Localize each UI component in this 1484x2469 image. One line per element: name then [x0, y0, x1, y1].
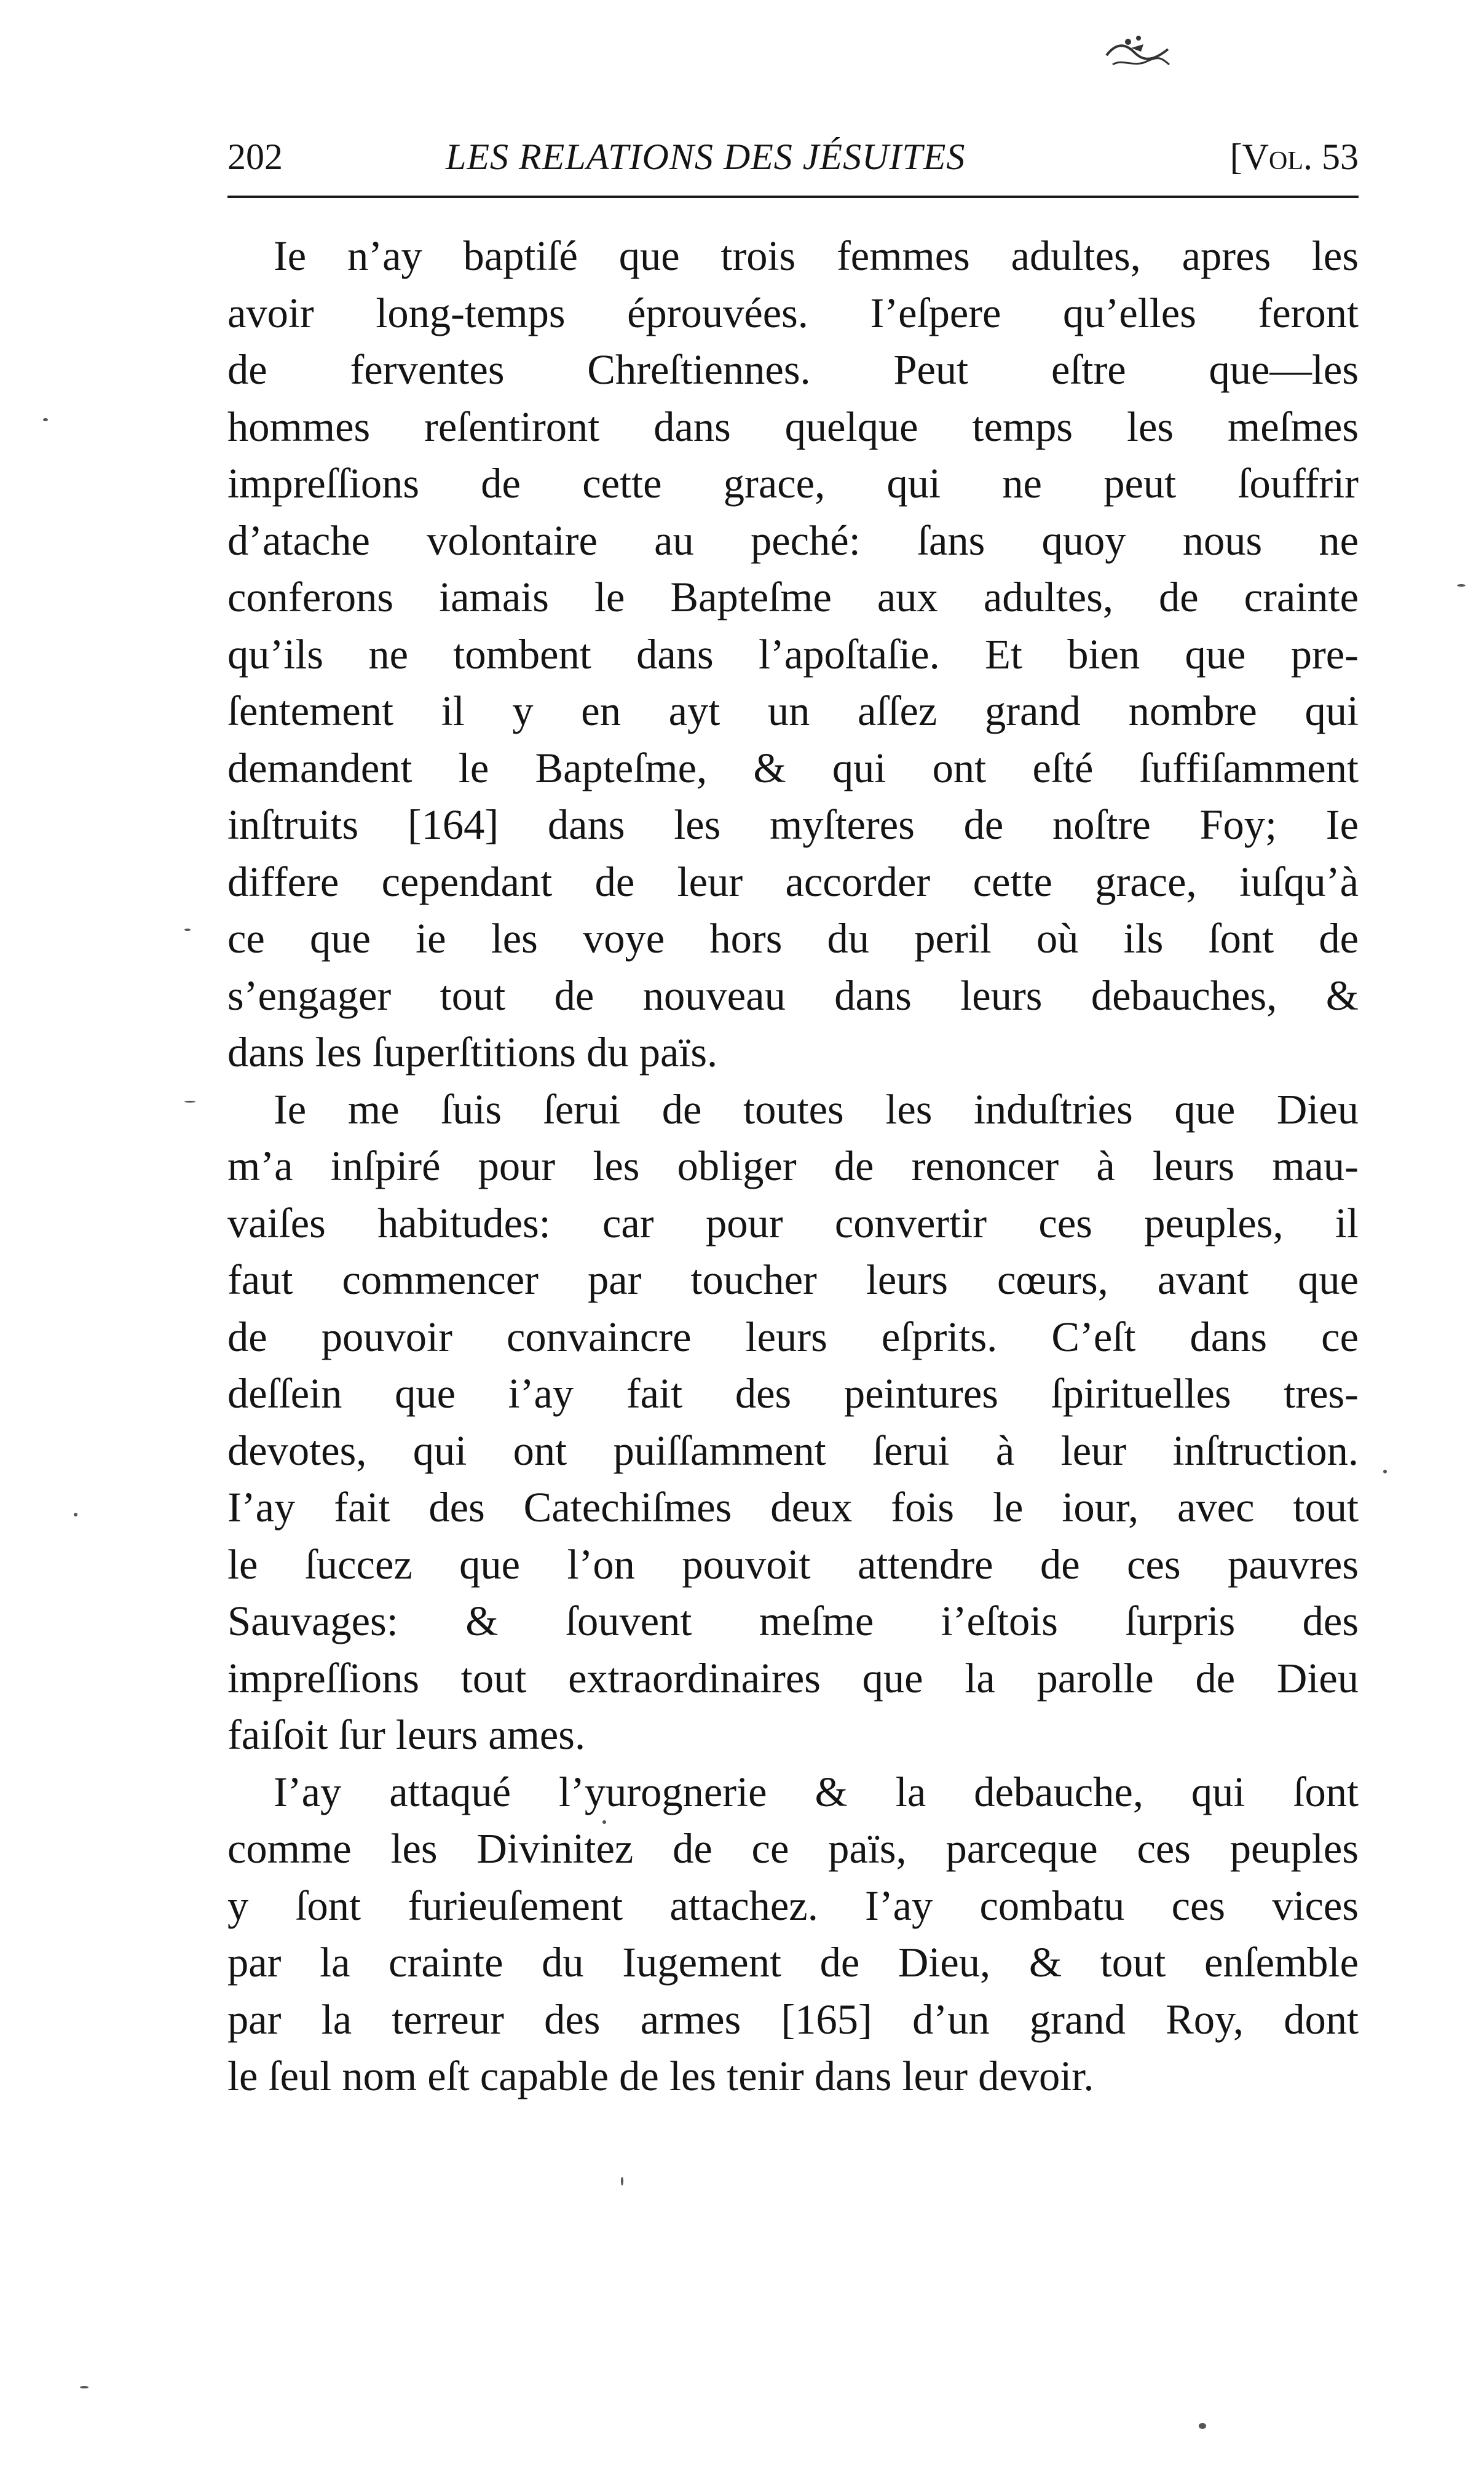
volume-label: [Vol. 53 [1229, 137, 1359, 177]
text-line: de pouvoir convaincre leurs eſprits. C’eſt dans ce [227, 1313, 1359, 1360]
scan-speck [74, 1513, 77, 1516]
scan-speck [1383, 1470, 1387, 1473]
scan-speck [43, 418, 48, 421]
scan-speck [80, 2386, 89, 2388]
paragraph [227, 228, 1359, 1081]
text-line: faiſoit ſur leurs ames. [227, 1711, 586, 1758]
text-line: devotes, qui ont puiſſamment ſerui à leur inſtruction. [227, 1427, 1359, 1474]
running-title: LES RELATIONS DES JÉSUITES [446, 137, 966, 177]
text-line: s’engager tout de nouveau dans leurs debauches, & [227, 972, 1359, 1019]
printer-ornament-icon [1100, 31, 1174, 74]
text-line: Ie me ſuis ſerui de toutes les induſtries que Dieu [274, 1085, 1359, 1133]
text-line: differe cependant de leur accorder cette grace, iuſqu’à [227, 858, 1359, 905]
text-line: faut commencer par toucher leurs cœurs, avant que [227, 1256, 1359, 1303]
text-line: I’ay fait des Catechiſmes deux fois le iour, avec tout [227, 1484, 1359, 1531]
body-text [227, 228, 1359, 2105]
text-line: avoir long-temps éprouvées. I’eſpere qu’elles feront [227, 289, 1359, 336]
scan-speck [1457, 584, 1466, 587]
text-line: inſtruits [164] dans les myſteres de noſtre Foy; Ie [227, 801, 1359, 848]
text-line: demandent le Bapteſme, & qui ont eſté ſuffiſamment [227, 744, 1359, 791]
paragraph [227, 1081, 1359, 1764]
text-line: dans les ſuperſtitions du païs. [227, 1029, 718, 1076]
scan-speck [184, 929, 191, 931]
text-line: Sauvages: & ſouvent meſme i’eſtois ſurpris des [227, 1598, 1359, 1644]
text-line: par la terreur des armes [165] d’un grand Roy, dont [227, 1995, 1359, 2043]
paragraph [227, 1764, 1359, 2105]
scan-speck [184, 1101, 195, 1103]
text-line: de ferventes Chreſtiennes. Peut eſtre que—les [227, 346, 1359, 393]
scan-speck [621, 2177, 623, 2186]
text-line: I’ay attaqué l’yurognerie & la debauche, qui ſont [274, 1768, 1359, 1815]
header-rule [227, 196, 1359, 198]
text-line: y ſont furieuſement attachez. I’ay combatu ces vices [227, 1882, 1359, 1929]
text-line: d’atache volontaire au peché: ſans quoy nous ne [227, 517, 1359, 564]
running-head [227, 129, 1359, 184]
text-line: impreſſions de cette grace, qui ne peut ſouffrir [227, 460, 1359, 507]
text-line: qu’ils ne tombent dans l’apoſtaſie. Et bien que pre- [227, 630, 1359, 678]
scan-speck [602, 1820, 606, 1824]
text-line: ce que ie les voye hors du peril où ils ſont de [227, 915, 1359, 962]
text-line: hommes reſentiront dans quelque temps les meſmes [227, 403, 1359, 450]
text-line: comme les Divinitez de ce païs, parceque ces peuples [227, 1825, 1359, 1872]
text-line: impreſſions tout extraordinaires que la parolle de Dieu [227, 1654, 1359, 1702]
page-number: 202 [227, 137, 283, 177]
text-line: le ſuccez que l’on pouvoit attendre de ces pauvres [227, 1540, 1359, 1588]
text-line: m’a inſpiré pour les obliger de renoncer à leurs mau- [227, 1143, 1359, 1189]
scan-speck [1199, 2423, 1206, 2429]
text-line: Ie n’ay baptiſé que trois femmes adultes, apres les [274, 232, 1359, 279]
text-line: conferons iamais le Bapteſme aux adultes, de crainte [227, 574, 1359, 620]
text-line: le ſeul nom eſt capable de les tenir dans leur devoir. [227, 2053, 1094, 2099]
text-line: ſentement il y en ayt un aſſez grand nombre qui [227, 688, 1359, 734]
text-line: par la crainte du Iugement de Dieu, & tout enſemble [227, 1939, 1359, 1986]
text-line: deſſein que i’ay fait des peintures ſpirituelles tres- [227, 1370, 1359, 1417]
text-line: vaiſes habitudes: car pour convertir ces peuples, il [227, 1199, 1359, 1246]
